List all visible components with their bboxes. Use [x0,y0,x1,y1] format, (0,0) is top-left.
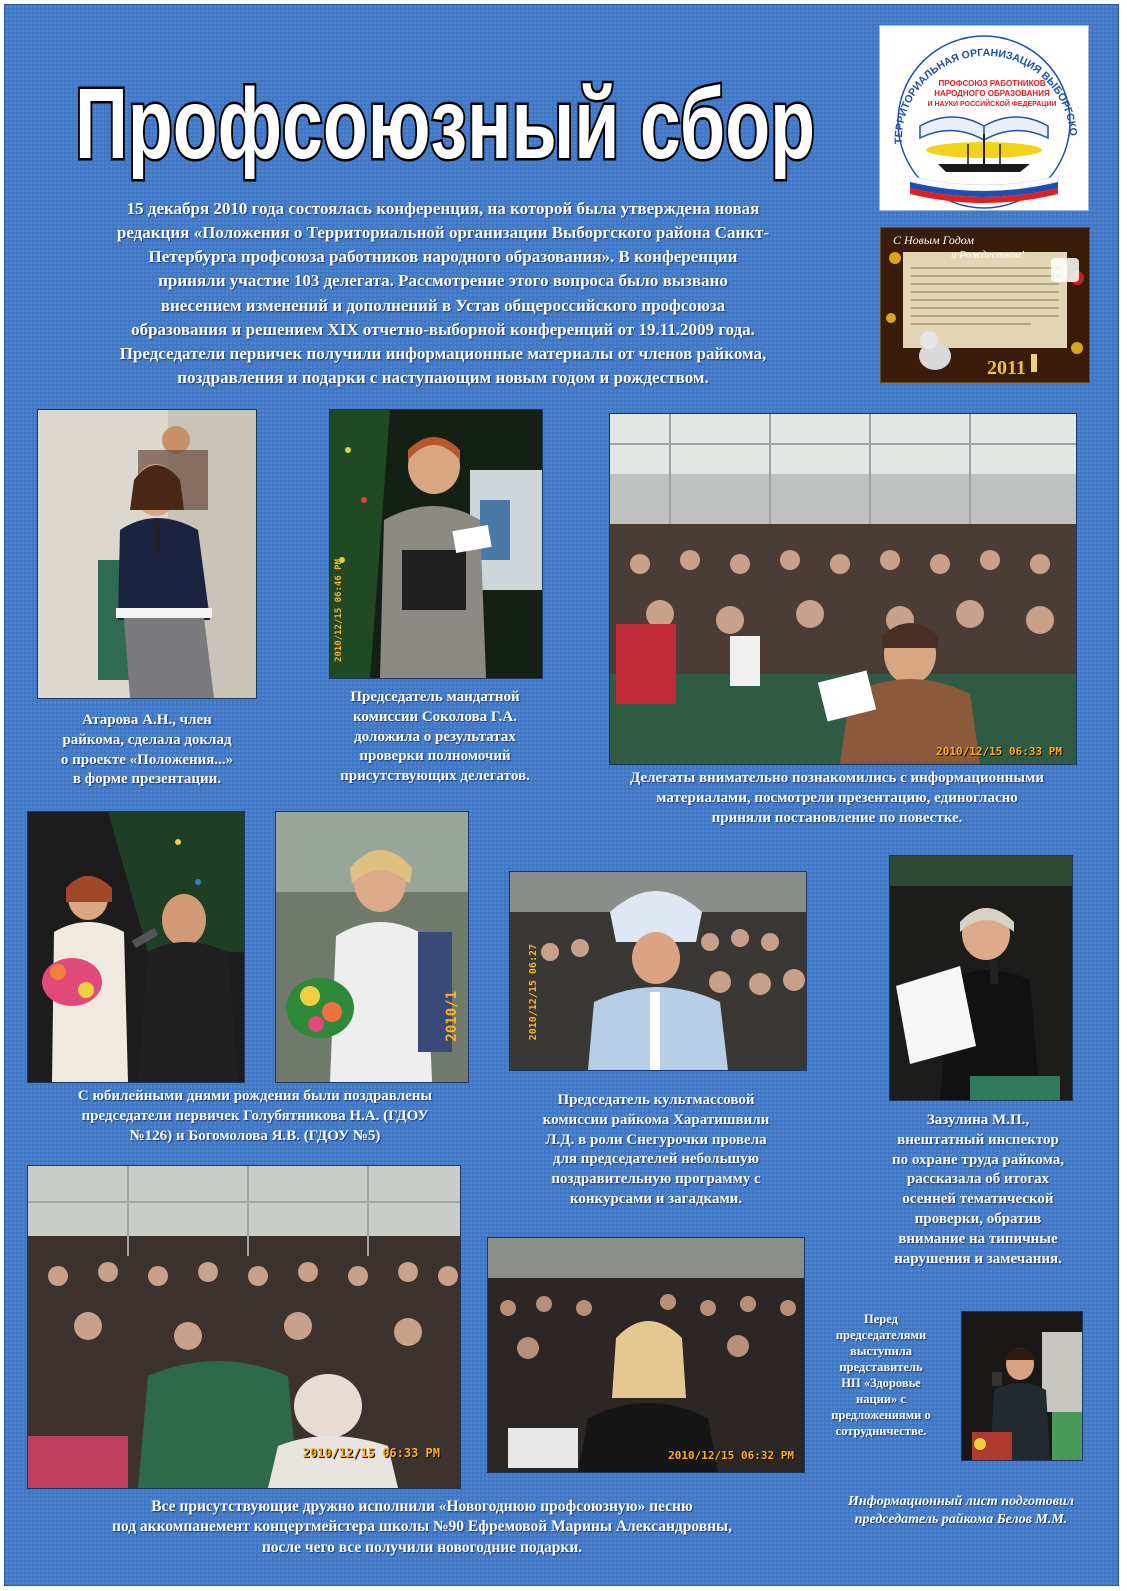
photo-audience-reading [487,1237,805,1473]
photo-audience-singing [27,1165,461,1489]
svg-text:НАРОДНОГО ОБРАЗОВАНИЯ: НАРОДНОГО ОБРАЗОВАНИЯ [934,89,1050,98]
caption-snegurochka: Председатель культмассовой комиссии райкома Харатишвили Л.Д. в роли Снегурочки провела для председателей небольшую поздравительную программу с конкурсами и загадками. [542,1092,770,1207]
poster-title [55,53,835,183]
svg-text:ПРОФСОЮЗ РАБОТНИКОВ: ПРОФСОЮЗ РАБОТНИКОВ [938,79,1046,88]
stamp-sokolova: 2010/12/15 06:46 PM [334,559,344,662]
stamp-snegurochka: 2010/12/15 06:27 [528,943,539,1040]
greeting-card-heading: С Новым Годом [893,233,974,247]
stamp-audience-2: 2010/12/15 06:32 PM [668,1449,794,1462]
caption-sokolova: Председатель мандатной комиссии Соколова Г.А. доложила о результатах проверки полномочий присутствующих делегатов. [340,689,530,785]
photo-delegates-hall [609,413,1077,765]
caption-delegates: Делегаты внимательно познакомились с информационными материалами, посмотрели презентацию, единогласно приняли постановление по повестке. [629,770,1045,826]
photo-sokolova [329,409,543,679]
photo-birthday-congratulation [27,811,245,1083]
union-logo [879,25,1089,211]
author-note: Информационный лист подготовил председатель райкома Белов М.М. [848,1494,1074,1528]
poster-title-text: Профсоюзный сбор [75,68,815,180]
logo-ring-text: ТЕРРИТОРИАЛЬНАЯ ОРГАНИЗАЦИЯ ВЫБОРГСКО [892,46,1080,145]
stamp-hall: 2010/12/15 06:33 PM [936,745,1062,758]
svg-text:и Рождеством!: и Рождеством! [951,249,1025,261]
photo-health-nation [961,1311,1083,1461]
intro-text: 15 декабря 2010 года состоялась конференция, на которой была утверждена новая редакция «Положения о Территориальной организации Выборгского района Санкт- Петербурга профсоюза работников народного образования». В конференции приняли участие 103 делегата. Рассмотрение этого вопроса было вызвано внесением изменений и дополнений в Устав общероссийского профсоюза образования и решением XIX отчетно-выборной конференций от 19.11.2009 года. Председатели первичек получили информационные материалы от членов райкома, поздравления и подарки с наступающим новым годом и рождеством. [116,199,770,387]
caption-health-nation: Перед председателями выступила представитель НП «Здоровье нации» с предложениями о сотрудничестве. [831,1312,931,1438]
photo-zazulina [889,855,1073,1101]
caption-atarova: Атарова А.Н., член райкома, сделала доклад о проекте «Положения...» в форме презентации. [60,712,234,788]
photo-atarova [37,409,257,699]
svg-text:И НАУКИ РОССИЙСКОЙ ФЕДЕРАЦИИ: И НАУКИ РОССИЙСКОЙ ФЕДЕРАЦИИ [927,101,1057,108]
photo-birthday-flowers [275,811,469,1083]
greeting-card-image [880,227,1090,383]
caption-zazulina: Зазулина М.П., внештатный инспектор по охране труда райкома, рассказала об итогах осенней тематической проверки, обратив внимание на типичные нарушения и замечания. [891,1112,1064,1267]
greeting-card-year: 2011 [987,357,1026,379]
poster [4,4,1119,1586]
photo-snegurochka [509,871,807,1071]
caption-song: Все присутствующие дружно исполнили «Новогоднюю профсоюзную» песню под аккомпанемент концертмейстера школы №90 Ефремовой Марины Александровны, после чего все получили новогодние подарки. [111,1498,733,1556]
stamp-flowers: 2010/1 [444,991,460,1042]
stamp-audience-1: 2010/12/15 06:33 PM [302,1446,440,1460]
caption-birthdays: С юбилейными днями рождения были поздравлены председатели первичек Голубятникова Н.А. (ГДОУ №126) и Богомолова Я.В. (ГДОУ №5) [77,1088,433,1144]
